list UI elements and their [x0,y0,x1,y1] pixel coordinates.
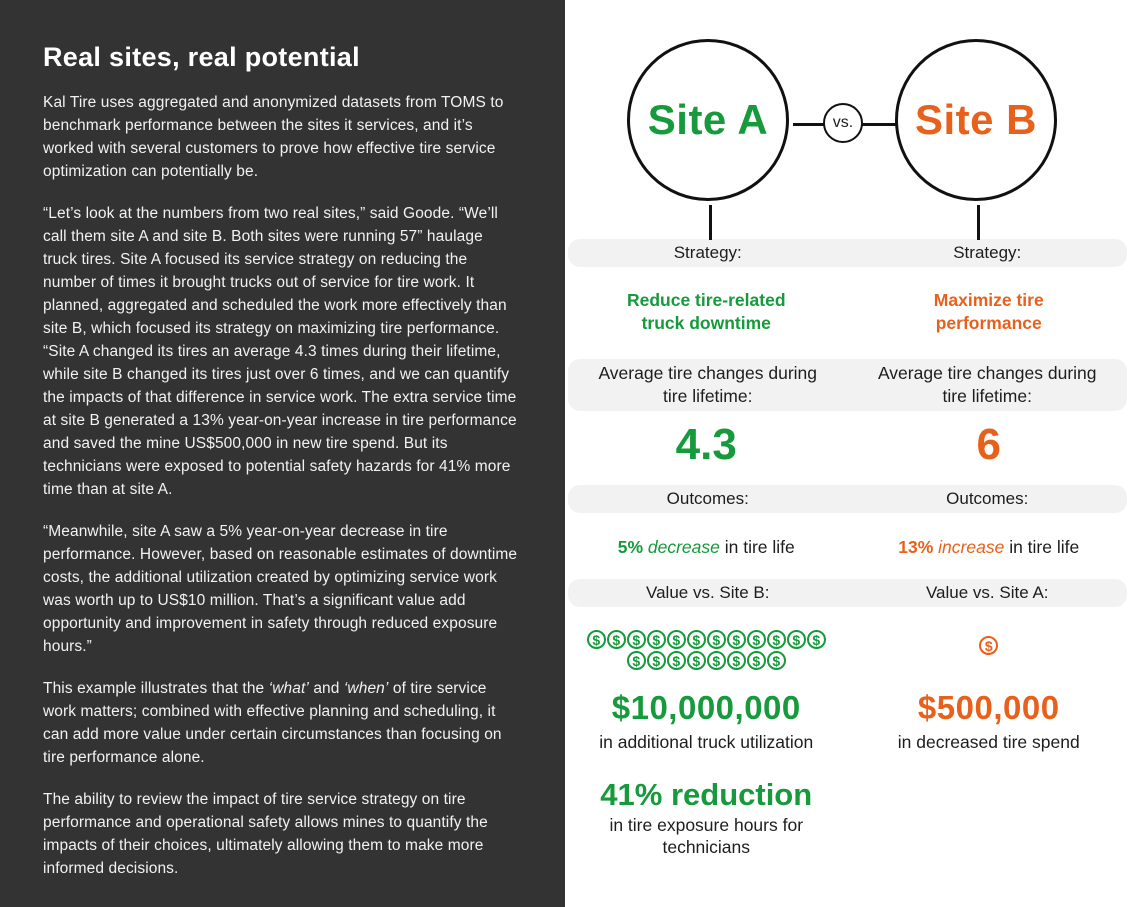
dollar-icon: $ [767,651,786,670]
site-a-safety-caption: in tire exposure hours for technicians [609,815,804,857]
site-a-value-amount: $10,000,000 [611,689,801,726]
text-segment: and [308,680,344,697]
dollar-icon: $ [807,630,826,649]
site-a-stem-line [709,205,712,240]
dollar-icons-row [565,630,1130,672]
site-b-strategy-value: Maximize tire performance [933,290,1044,333]
site-b-outcomes-label: Outcomes: [946,489,1029,508]
site-a-value-label: Value vs. Site B: [646,583,770,602]
site-b-name: Site B [914,96,1038,143]
site-b-outcome [848,537,1130,558]
dollar-icon: $ [707,651,726,670]
dollar-icon: $ [647,651,666,670]
site-a-avg-label: Average tire changes during tire lifetime: [598,363,818,406]
dollar-icon: $ [667,630,686,649]
infographic-panel [565,0,1130,907]
site-a-safety-stat: 41% reduction [600,777,813,812]
text-segment: in tire life [1004,537,1080,557]
text-segment: “Let’s look at the numbers from two real sites,” said Goode. “We’ll call them site A and site B. Both sites were running 57” haulage truck tires. Site A focused its service strategy on reducing the number of times it brought trucks out of service for tire work. It planned, aggregated and scheduled the work more effectively than site B, which focused its strategy on maximizing tire performance. “Site A changed its tires an average 4.3 times during their lifetime, while site B changed its tires just over 6 times, and we can quantify the impacts of that difference in service work. The extra service time at site B generated a 13% year-on-year increase in tire performance and saved the mine US$500,000 in new tire spend. But its technicians were exposed to potential safety hazards for 41% more time than at site A. [43,205,517,498]
site-a-outcomes-label: Outcomes: [666,489,749,508]
text-segment: The ability to review the impact of tire service strategy on tire performance and operational safety allows mines to quantify the impacts of their choices, ultimately allowing them to make more informed decisions. [43,791,488,877]
site-b-value-label: Value vs. Site A: [925,583,1049,602]
article-paragraph [43,202,520,501]
article-paragraph [43,520,520,658]
text-segment: Kal Tire uses aggregated and anonymized datasets from TOMS to benchmark performance between the sites it services, and it’s worked with several customers to prove how effective tire service optimization can potentially be. [43,94,504,180]
dollar-icon: $ [747,630,766,649]
site-a-value-caption: in additional truck utilization [599,732,814,752]
site-b-avg-value: 6 [976,420,1001,469]
sites-header [565,0,1130,239]
strategy-values-row [565,289,1130,335]
site-a-dollar-icons [584,630,828,672]
site-a-outcome [565,537,848,558]
site-b-dollar-icons [867,630,1111,657]
article-paragraph [43,788,520,880]
text-segment: “Meanwhile, site A saw a 5% year-on-year decrease in tire performance. However, based on reasonable estimates of downtime costs, the additional utilization created by optimizing service work was worth up to US$10 million. That’s a significant value add opportunity and improvement in safety through reduced exposure hours.” [43,523,518,655]
article-paragraph [43,91,520,183]
dollar-icon: $ [687,651,706,670]
site-a-name: Site A [647,96,769,143]
dollar-icon: $ [979,636,998,655]
article-title: Real sites, real potential [43,42,360,72]
dollar-icon: $ [787,630,806,649]
safety-row [565,779,1130,858]
text-segment: This example illustrates that the [43,680,269,697]
site-b-strategy-label: Strategy: [953,243,1022,262]
strategy-bar [568,239,1127,267]
site-b-avg-label: Average tire changes during tire lifetime: [877,363,1097,406]
avg-changes-bar [568,359,1127,411]
site-a-circle [627,39,789,201]
text-segment: 13% [898,537,939,557]
dollar-icon: $ [767,630,786,649]
vs-badge: vs. [823,103,863,143]
text-segment: ‘what’ [268,680,309,697]
dollar-icon: $ [687,630,706,649]
site-b-stem-line [977,205,980,240]
site-a-strategy-value: Reduce tire-related truck downtime [626,290,786,333]
site-b-value-caption: in decreased tire spend [897,732,1080,752]
text-segment: in tire life [719,537,795,557]
site-b-value-amount: $500,000 [917,689,1060,726]
text-segment: increase [938,537,1005,557]
dollar-icon: $ [627,651,646,670]
text-segment: decrease [647,537,720,557]
site-b-circle [895,39,1057,201]
money-row [565,690,1130,753]
text-segment: 5% [617,537,648,557]
article-paragraph [43,677,520,769]
outcomes-bar [568,485,1127,513]
value-bar [568,579,1127,607]
dollar-icon: $ [747,651,766,670]
text-segment: of tire service work matters; combined with effective planning and scheduling, it can add more value under certain circumstances than focusing on tire performance alone. [43,680,502,766]
site-a-avg-value: 4.3 [675,420,737,469]
outcomes-row [565,537,1130,558]
text-segment: ‘when’ [343,680,389,697]
dollar-icon: $ [727,651,746,670]
avg-values-row [565,421,1130,469]
dollar-icon: $ [647,630,666,649]
dollar-icon: $ [727,630,746,649]
site-a-strategy-label: Strategy: [673,243,742,262]
dollar-icon: $ [627,630,646,649]
dollar-icon: $ [607,630,626,649]
dollar-icon: $ [667,651,686,670]
dollar-icon: $ [707,630,726,649]
dollar-icon: $ [587,630,606,649]
